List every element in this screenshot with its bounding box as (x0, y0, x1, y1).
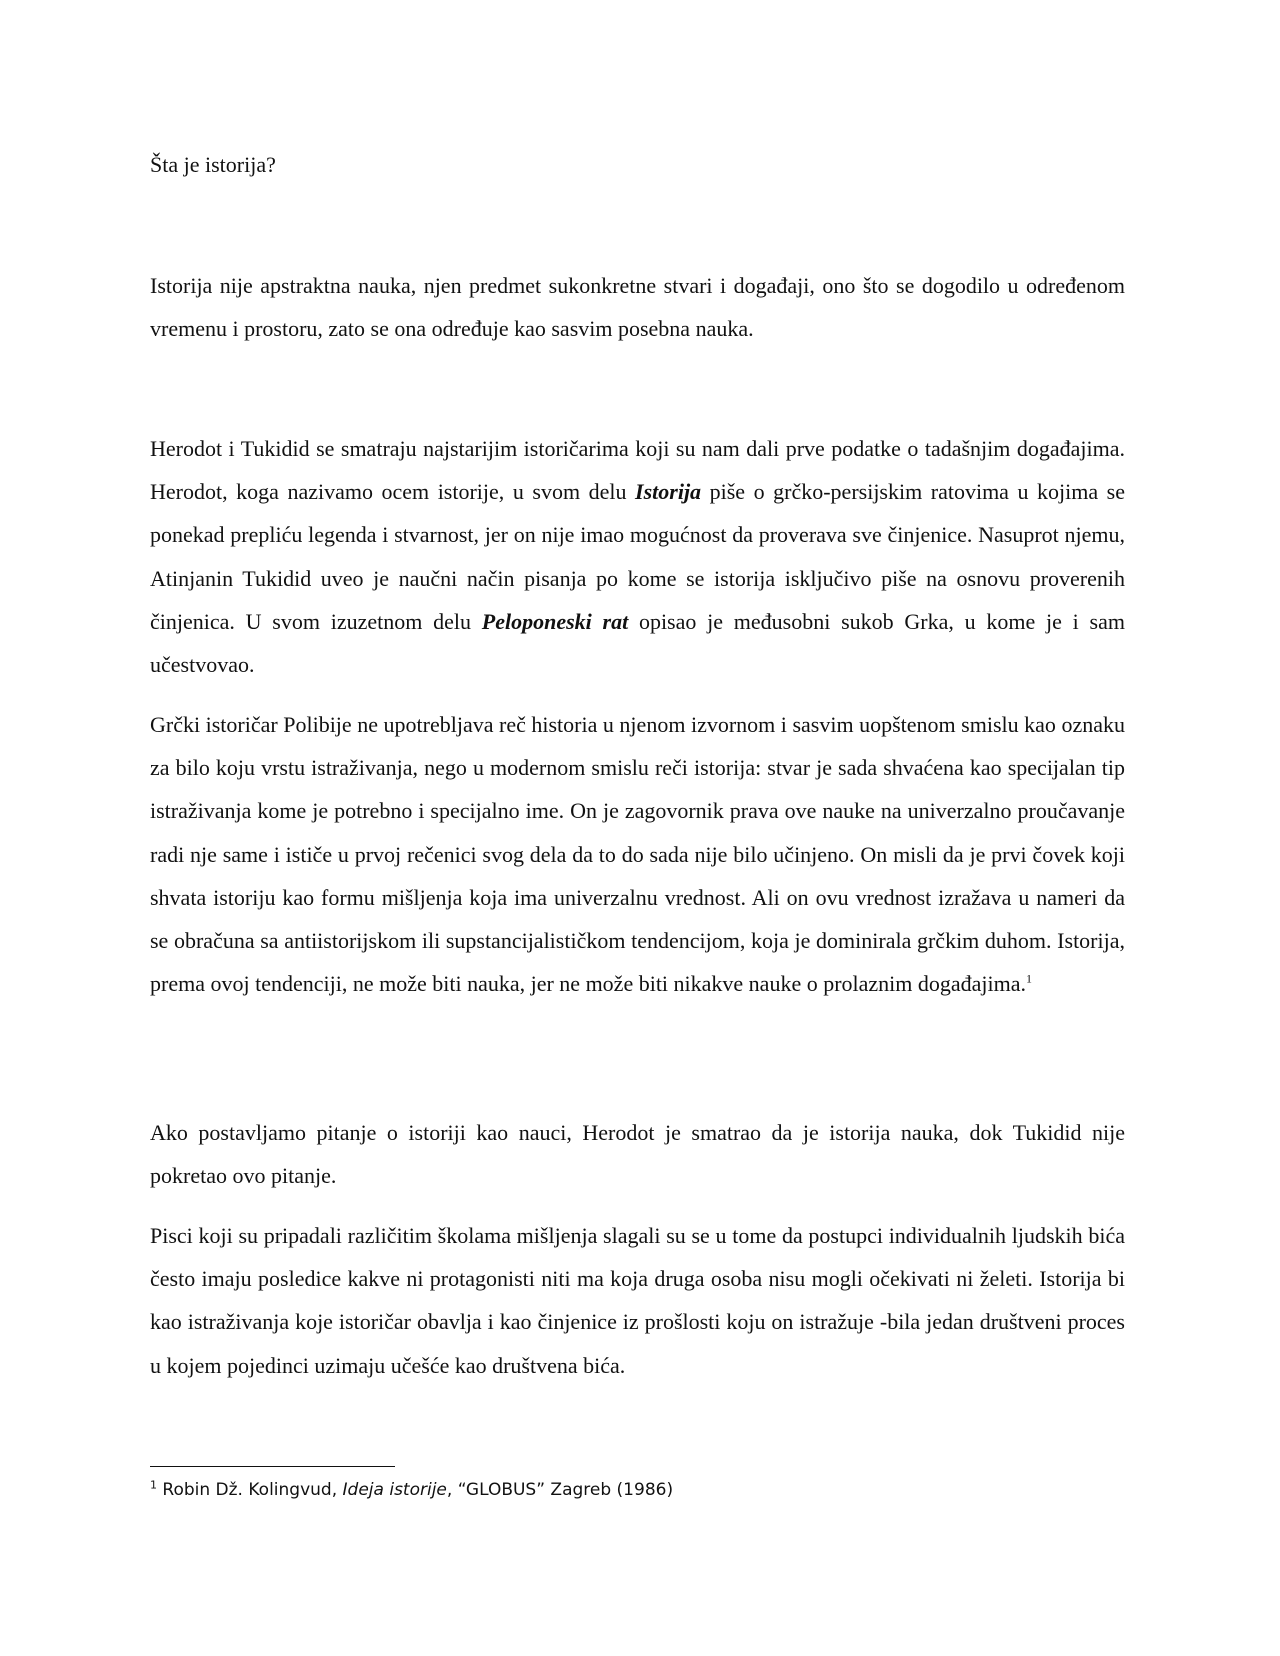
paragraph-3-text: Grčki istoričar Polibije ne upotrebljava reč historia u njenom izvornom i sasvim uopštenom smislu kao oznaku za bilo koju vrstu istraživanja, nego u modernom smislu reči istorija: stvar je sada shvaćena kao specijalan tip istraživanja kome je potrebno i specijalno ime. On je zagovornik prava ove nauke na univerzalno proučavanje radi nje same i ističe u prvoj rečenici svog dela da to do sada nije bilo učinjeno. On misli da je prvi čovek koji shvata istoriju kao formu mišljenja koja ima univerzalnu vrednost. Ali on ovu vrednost izražava u nameri da se obračuna sa antiistorijskom ili supstancijalističkom tendencijom, koja je dominirala grčkim duhom. Istorija, prema ovoj tendenciji, ne može biti nauka, jer ne može biti nikakve nauke o prolaznim događajima. (150, 712, 1125, 997)
footnote-separator (150, 1466, 395, 1467)
footnote-author: Robin Dž. Kolingvud, (162, 1480, 343, 1500)
paragraph-2-text-a: Herodot i Tukidid se smatraju najstarijim istoričarima koji su nam dali prve podatke o tadašnjim događajima. Herodot, koga nazivamo ocem istorije, u svom delu (150, 436, 1125, 505)
footnote-number: 1 (150, 1478, 157, 1492)
paragraph-2 (150, 427, 1125, 686)
paragraph-1: Istorija nije apstraktna nauka, njen predmet sukonkretne stvari i događaji, ono što se dogodilo u određenom vremenu i prostoru, zato se ona određuje kao sasvim posebna nauka. (150, 273, 1125, 342)
paragraph-5: Pisci koji su pripadali različitim školama mišljenja slagali su se u tome da postupci individualnih ljudskih bića često imaju posledice kakve ni protagonisti niti ma koja druga osoba nisu mogli očekivati ni želeti. Istorija bi kao istraživanja koje istoričar obavlja i kao činjenice iz prošlosti koju on istražuje -bila jedan društveni proces u kojem pojedinci uzimaju učešće kao društvena bića. (150, 1223, 1125, 1378)
paragraph-3 (150, 703, 1125, 1005)
footnote-reference[interactable]: 1 (1026, 971, 1033, 986)
work-title-peloponeski-rat: Peloponeski rat (481, 608, 629, 634)
paragraph-2-text-c: opisao je međusobni sukob Grka, u kome je i sam učestvovao. (150, 608, 1125, 678)
footnote (150, 1478, 673, 1502)
work-title-istorija: Istorija (635, 479, 702, 505)
footnote-work-title: Ideja istorije (342, 1480, 447, 1500)
paragraph-4: Ako postavljamo pitanje o istoriji kao nauci, Herodot je smatrao da je istorija nauka, dok Tukidid nije pokretao ovo pitanje. (150, 1120, 1125, 1189)
footnote-publisher: , “GLOBUS” Zagreb (1986) (446, 1480, 674, 1500)
paragraph-2-text-b: piše o grčko-persijskim ratovima u kojima se ponekad prepliću legenda i stvarnost, jer on nije imao mogućnost da proverava sve činjenice. Nasuprot njemu, Atinjanin Tukidid uveo je naučni način pisanja po kome se istorija isključivo piše na osnovu proverenih činjenica. U svom izuzetnom delu (150, 479, 1126, 634)
document-title: Šta je istorija? (150, 152, 276, 177)
